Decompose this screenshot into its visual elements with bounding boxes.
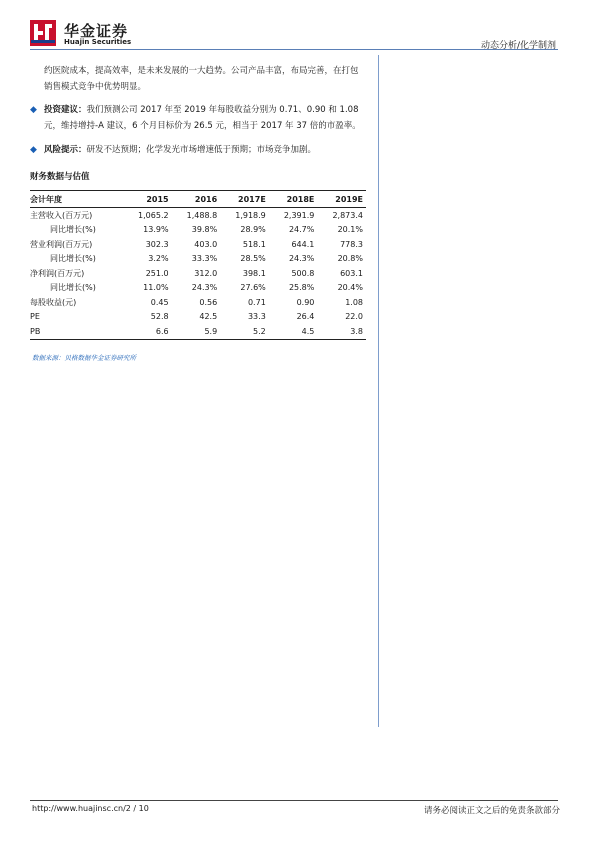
table-header-cell: 2015 bbox=[123, 191, 172, 208]
investment-advice bbox=[30, 102, 366, 134]
logo-english-name: Huajin Securities bbox=[64, 38, 132, 46]
footer-url-page[interactable]: http://www.huajinsc.cn/2 / 10 bbox=[32, 804, 149, 813]
table-cell: 3.2% bbox=[148, 254, 169, 264]
risk-warning bbox=[30, 142, 366, 158]
table-row bbox=[30, 295, 366, 310]
table-cell: 1,065.2 bbox=[138, 210, 169, 220]
table-cell: 0.71 bbox=[247, 297, 266, 307]
table-cell: 1,918.9 bbox=[235, 210, 266, 220]
logo-chinese-name: 华金证券 bbox=[64, 22, 129, 40]
table-cell: 5.2 bbox=[220, 324, 269, 339]
investment-advice-label: 投资建议： bbox=[44, 105, 87, 115]
diamond-bullet-icon: ◆ bbox=[30, 145, 37, 155]
table-cell: 52.8 bbox=[150, 312, 169, 322]
risk-warning-label: 风险提示： bbox=[44, 145, 87, 155]
table-cell: 0.90 bbox=[296, 297, 315, 307]
table-header-row bbox=[30, 191, 366, 208]
table-cell: 27.6% bbox=[240, 283, 266, 293]
row-label: PE bbox=[30, 312, 40, 322]
table-row bbox=[30, 310, 366, 325]
table-cell: 3.8 bbox=[317, 324, 366, 339]
table-cell: 20.8% bbox=[337, 254, 363, 264]
table-cell: 603.1 bbox=[340, 268, 363, 278]
table-row bbox=[30, 281, 366, 296]
footer-divider bbox=[30, 800, 558, 801]
intro-paragraph bbox=[30, 63, 366, 95]
table-cell: 11.0% bbox=[143, 283, 169, 293]
row-label: 同比增长(%) bbox=[50, 254, 96, 264]
company-logo bbox=[30, 20, 140, 48]
table-cell: 28.5% bbox=[240, 254, 266, 264]
table-cell: 1,488.8 bbox=[186, 210, 218, 220]
table-cell: 20.4% bbox=[337, 283, 363, 293]
table-cell: 0.56 bbox=[199, 297, 218, 307]
huajin-logo-icon bbox=[30, 20, 56, 46]
table-cell: 302.3 bbox=[145, 239, 169, 249]
table-header-cell: 2016 bbox=[172, 191, 221, 208]
table-header-cell: 2019E bbox=[317, 191, 366, 208]
row-label: 同比增长(%) bbox=[50, 283, 96, 293]
header-divider bbox=[30, 49, 558, 50]
row-label: 主营收入(百万元) bbox=[30, 210, 93, 220]
table-row bbox=[30, 324, 366, 339]
table-row bbox=[30, 237, 366, 252]
investment-advice-text: 我们预测公司 2017 年至 2019 年每股收益分别为 0.71、0.90 和 1.08 元，维持增持-A 建议，6 个月目标价为 26.5 元，相当于 2017 年 37 倍的市盈率。 bbox=[44, 105, 361, 131]
footer-disclaimer: 请务必阅读正文之后的免责条款部分 bbox=[423, 806, 560, 816]
table-cell: 22.0 bbox=[345, 312, 363, 322]
table-header-cell: 2018E bbox=[269, 191, 318, 208]
table-cell: 403.0 bbox=[194, 239, 218, 249]
row-label: 同比增长(%) bbox=[50, 225, 96, 235]
table-cell: 0.45 bbox=[150, 297, 169, 307]
row-label: 每股收益(元) bbox=[30, 297, 77, 307]
table-cell: 6.6 bbox=[123, 324, 172, 339]
table-cell: 4.5 bbox=[269, 324, 318, 339]
table-cell: 33.3% bbox=[191, 254, 218, 264]
table-cell: 2,391.9 bbox=[283, 210, 315, 220]
table-cell: 24.3% bbox=[191, 283, 218, 293]
table-header-cell: 2017E bbox=[220, 191, 269, 208]
table-cell: 518.1 bbox=[242, 239, 266, 249]
table-title: 财务数据与估值 bbox=[30, 172, 90, 182]
table-cell: 644.1 bbox=[291, 239, 315, 249]
row-label: PB bbox=[30, 324, 123, 339]
table-cell: 20.1% bbox=[337, 225, 363, 235]
table-cell: 5.9 bbox=[172, 324, 221, 339]
table-header-cell: 会计年度 bbox=[30, 191, 123, 208]
table-cell: 398.1 bbox=[242, 268, 266, 278]
row-label: 净利润(百万元) bbox=[30, 268, 85, 278]
data-source-note: 数据来源：贝格数据华金证券研究所 bbox=[32, 354, 136, 362]
table-cell: 1.08 bbox=[345, 297, 363, 307]
table-cell: 42.5 bbox=[199, 312, 218, 322]
table-cell: 33.3 bbox=[247, 312, 266, 322]
table-row bbox=[30, 266, 366, 281]
table-cell: 26.4 bbox=[296, 312, 315, 322]
financial-table bbox=[30, 190, 366, 340]
table-row bbox=[30, 208, 366, 223]
table-cell: 24.3% bbox=[288, 254, 315, 264]
table-cell: 28.9% bbox=[240, 225, 266, 235]
table-cell: 13.9% bbox=[143, 225, 169, 235]
row-label: 营业利润(百万元) bbox=[30, 239, 93, 249]
table-cell: 500.8 bbox=[291, 268, 315, 278]
table-cell: 25.8% bbox=[288, 283, 315, 293]
table-cell: 312.0 bbox=[194, 268, 218, 278]
table-cell: 2,873.4 bbox=[332, 210, 363, 220]
table-cell: 24.7% bbox=[288, 225, 315, 235]
risk-warning-text: 研发不达预期；化学发光市场增速低于预期；市场竞争加剧。 bbox=[86, 145, 317, 155]
diamond-bullet-icon: ◆ bbox=[30, 105, 37, 115]
sidebar-divider bbox=[378, 55, 379, 727]
report-category: 动态分析/化学制剂 bbox=[480, 41, 556, 51]
table-cell: 778.3 bbox=[340, 239, 363, 249]
table-cell: 39.8% bbox=[191, 225, 218, 235]
table-row bbox=[30, 223, 366, 238]
table-row bbox=[30, 252, 366, 267]
table-cell: 251.0 bbox=[145, 268, 169, 278]
intro-paragraph-text: 约医院成本，提高效率，是未来发展的一大趋势。公司产品丰富，布局完善，在打包销售模式竞争中优势明显。 bbox=[44, 66, 359, 92]
